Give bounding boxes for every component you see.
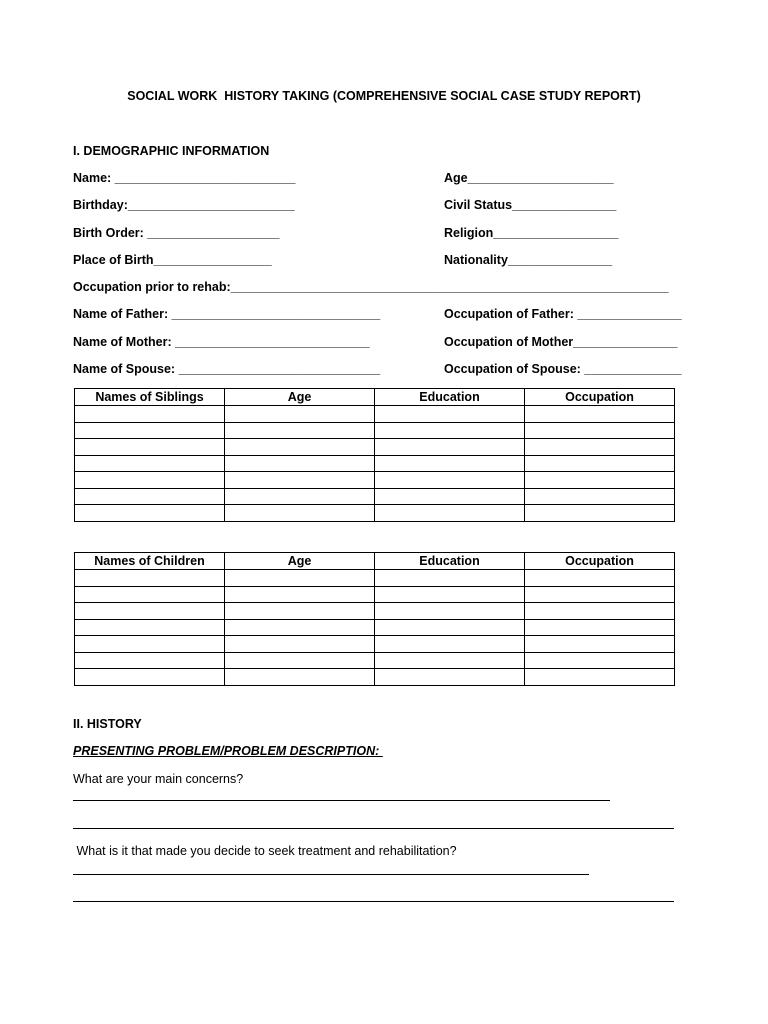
children-table-cell[interactable] <box>225 636 375 653</box>
siblings-table-cell[interactable] <box>75 472 225 489</box>
spouse-name-field[interactable]: Name of Spouse: _____________________________ <box>73 362 381 376</box>
siblings-table-cell[interactable] <box>525 455 675 472</box>
children-table-cell[interactable] <box>75 619 225 636</box>
children-table-row <box>75 586 675 603</box>
col-header-siblings-age: Age <box>225 389 375 406</box>
children-table-cell[interactable] <box>375 570 525 587</box>
children-table-cell[interactable] <box>75 669 225 686</box>
col-header-siblings-occupation: Occupation <box>525 389 675 406</box>
children-table-cell[interactable] <box>375 586 525 603</box>
nationality-field[interactable]: Nationality_______________ <box>444 253 613 267</box>
col-header-children-education: Education <box>375 553 525 570</box>
siblings-table-cell[interactable] <box>75 488 225 505</box>
children-table-cell[interactable] <box>525 669 675 686</box>
siblings-table-cell[interactable] <box>525 406 675 423</box>
spouse-occupation-field[interactable]: Occupation of Spouse: ______________ <box>444 362 682 376</box>
mother-occupation-field[interactable]: Occupation of Mother_______________ <box>444 335 678 349</box>
children-table-cell[interactable] <box>375 652 525 669</box>
siblings-table-cell[interactable] <box>75 455 225 472</box>
place-of-birth-field[interactable]: Place of Birth_________________ <box>73 253 272 267</box>
birth-order-field[interactable]: Birth Order: ___________________ <box>73 226 280 240</box>
children-table-cell[interactable] <box>225 652 375 669</box>
father-name-field[interactable]: Name of Father: ______________________________ <box>73 307 381 321</box>
answer-line-4[interactable] <box>73 901 674 902</box>
children-table-cell[interactable] <box>75 603 225 620</box>
siblings-table-cell[interactable] <box>75 422 225 439</box>
siblings-table-cell[interactable] <box>225 455 375 472</box>
age-field[interactable]: Age_____________________ <box>444 171 614 185</box>
col-header-children-occupation: Occupation <box>525 553 675 570</box>
siblings-table-cell[interactable] <box>525 472 675 489</box>
siblings-table-cell[interactable] <box>525 488 675 505</box>
siblings-table-cell[interactable] <box>75 439 225 456</box>
siblings-table-row <box>75 472 675 489</box>
name-field[interactable]: Name: __________________________ <box>73 171 296 185</box>
answer-line-2[interactable] <box>73 828 674 829</box>
siblings-table-cell[interactable] <box>75 406 225 423</box>
children-table-row <box>75 603 675 620</box>
siblings-table-row <box>75 488 675 505</box>
children-table-row <box>75 636 675 653</box>
answer-line-1[interactable] <box>73 800 610 801</box>
children-table <box>74 552 675 686</box>
siblings-table-row <box>75 406 675 423</box>
children-table-cell[interactable] <box>75 636 225 653</box>
siblings-table-cell[interactable] <box>75 505 225 522</box>
siblings-table-cell[interactable] <box>225 439 375 456</box>
col-header-children-name: Names of Children <box>75 553 225 570</box>
religion-field[interactable]: Religion__________________ <box>444 226 619 240</box>
siblings-table-row <box>75 455 675 472</box>
children-table-cell[interactable] <box>525 619 675 636</box>
children-table-row <box>75 570 675 587</box>
children-table-cell[interactable] <box>225 669 375 686</box>
birthday-field[interactable]: Birthday:________________________ <box>73 198 295 212</box>
children-table-row <box>75 619 675 636</box>
question-seek-treatment: What is it that made you decide to seek treatment and rehabilitation? <box>73 844 457 858</box>
children-table-cell[interactable] <box>225 603 375 620</box>
children-table-row <box>75 652 675 669</box>
children-table-cell[interactable] <box>375 669 525 686</box>
siblings-table <box>74 388 675 522</box>
children-table-header <box>75 553 675 570</box>
children-table-cell[interactable] <box>375 603 525 620</box>
mother-name-field[interactable]: Name of Mother: ____________________________ <box>73 335 370 349</box>
children-table-cell[interactable] <box>375 619 525 636</box>
siblings-table-cell[interactable] <box>375 472 525 489</box>
siblings-table-cell[interactable] <box>375 406 525 423</box>
siblings-table-cell[interactable] <box>525 439 675 456</box>
question-main-concerns: What are your main concerns? <box>73 772 244 786</box>
children-table-cell[interactable] <box>75 652 225 669</box>
col-header-siblings-education: Education <box>375 389 525 406</box>
occupation-prior-rehab-field[interactable]: Occupation prior to rehab:_______________________________________________________________ <box>73 280 669 294</box>
children-table-cell[interactable] <box>375 636 525 653</box>
col-header-siblings-name: Names of Siblings <box>75 389 225 406</box>
presenting-problem-subheading: PRESENTING PROBLEM/PROBLEM DESCRIPTION: <box>73 744 383 758</box>
children-table-row <box>75 669 675 686</box>
siblings-table-cell[interactable] <box>225 505 375 522</box>
document-title: SOCIAL WORK HISTORY TAKING (COMPREHENSIVE SOCIAL CASE STUDY REPORT) <box>127 89 641 103</box>
children-table-cell[interactable] <box>525 636 675 653</box>
siblings-table-cell[interactable] <box>225 406 375 423</box>
siblings-table-cell[interactable] <box>375 439 525 456</box>
siblings-table-cell[interactable] <box>225 422 375 439</box>
siblings-table-cell[interactable] <box>225 488 375 505</box>
section-history-heading: II. HISTORY <box>73 717 142 731</box>
siblings-table-row <box>75 505 675 522</box>
siblings-table-header <box>75 389 675 406</box>
children-table-cell[interactable] <box>525 586 675 603</box>
siblings-table-cell[interactable] <box>525 505 675 522</box>
children-table-cell[interactable] <box>525 603 675 620</box>
children-table-cell[interactable] <box>525 570 675 587</box>
children-table-cell[interactable] <box>75 586 225 603</box>
children-table-cell[interactable] <box>525 652 675 669</box>
siblings-table-cell[interactable] <box>375 455 525 472</box>
children-table-cell[interactable] <box>75 570 225 587</box>
children-table-cell[interactable] <box>225 570 375 587</box>
siblings-table-row <box>75 439 675 456</box>
answer-line-3[interactable] <box>73 874 589 875</box>
siblings-table-cell[interactable] <box>375 422 525 439</box>
father-occupation-field[interactable]: Occupation of Father: _______________ <box>444 307 682 321</box>
children-table-cell[interactable] <box>225 586 375 603</box>
civil-status-field[interactable]: Civil Status_______________ <box>444 198 617 212</box>
siblings-table-cell[interactable] <box>225 472 375 489</box>
section-demographic-heading: I. DEMOGRAPHIC INFORMATION <box>73 144 270 158</box>
siblings-table-cell[interactable] <box>375 505 525 522</box>
children-table-cell[interactable] <box>225 619 375 636</box>
col-header-children-age: Age <box>225 553 375 570</box>
siblings-table-row <box>75 422 675 439</box>
siblings-table-cell[interactable] <box>375 488 525 505</box>
siblings-table-cell[interactable] <box>525 422 675 439</box>
